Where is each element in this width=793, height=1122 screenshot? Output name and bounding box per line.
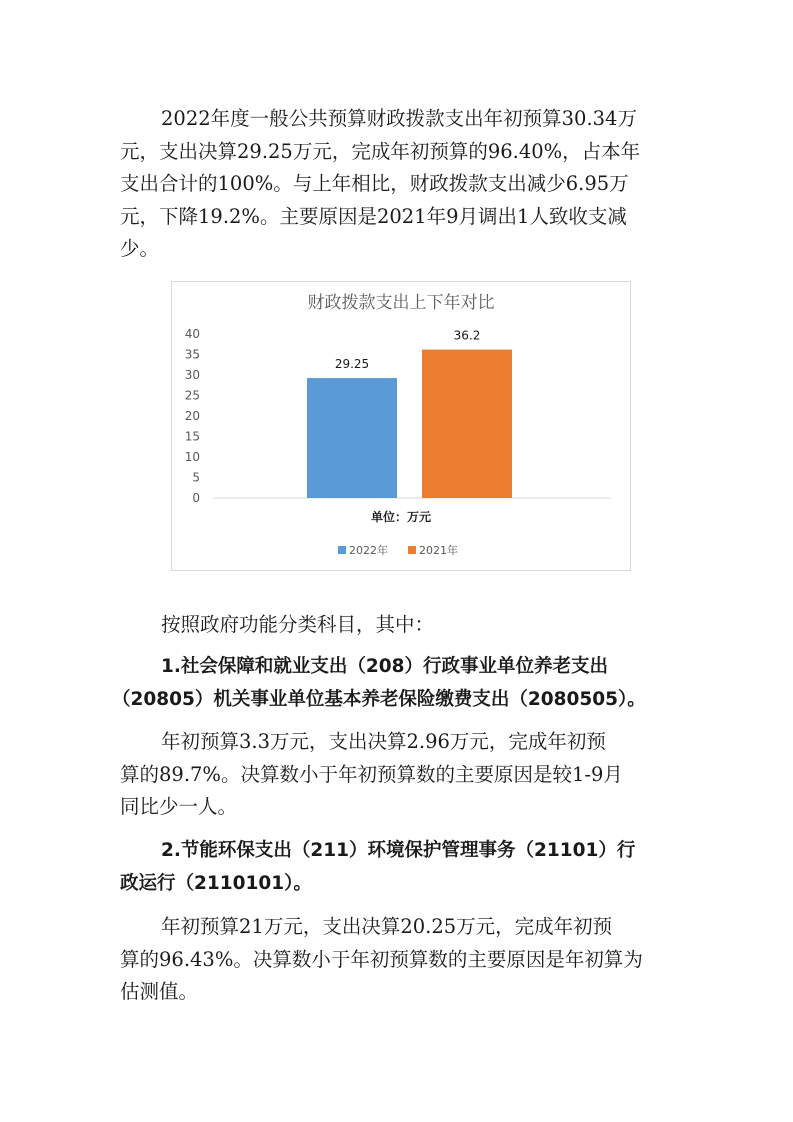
paragraph-line: 元，支出决算29.25万元，完成年初预算的96.40%，占本年 [120,139,641,163]
bar-0 [307,378,397,498]
y-tick-label: 15 [184,429,200,444]
heading-line: 政运行（2110101）。 [120,872,312,894]
legend-label: 2021年 [419,544,458,557]
paragraph-line: 算的96.43%。决算数小于年初预算数的主要原因是年初算为 [120,947,643,971]
paragraph-line: 按照政府功能分类科目，其中： [161,613,435,636]
chart-title: 财政拨款支出上下年对比 [307,293,495,313]
heading-line: （20805）机关事业单位基本养老保险缴费支出（2080505）。 [112,688,646,710]
heading-item-1 [112,651,680,716]
y-tick-label: 40 [184,327,200,341]
paragraph-line: 年初预算3.3万元，支出决算2.96万元，完成年初预 [161,730,606,753]
y-tick-label: 0 [192,491,200,505]
chart-legend [338,543,458,557]
paragraph-line: 2022年度一般公共预算财政拨款支出年初预算30.34万 [161,107,637,130]
bar-data-label: 29.25 [334,357,370,372]
paragraph-line: 算的89.7%。决算数小于年初预算数的主要原因是较1-9月 [120,762,623,786]
paragraph-line: 支出合计的100%。与上年相比，财政拨款支出减少6.95万 [120,172,629,195]
legend-swatch [408,546,416,554]
bar-chart-svg [172,282,630,570]
paragraph-line: 少。 [120,237,160,260]
heading-line: 1.社会保障和就业支出（208）行政事业单位养老支出 [161,656,609,677]
y-tick-label: 30 [184,368,200,382]
y-tick-label: 25 [184,388,200,403]
paragraph-line: 估测值。 [120,980,199,1003]
paragraph-line: 年初预算21万元，支出决算20.25万元，完成年初预 [161,915,613,938]
bar-data-label: 36.2 [453,328,481,343]
paragraph-classification-intro [120,609,680,642]
bars [307,329,512,498]
paragraph-item-1-detail [120,726,680,824]
y-axis [185,327,200,505]
y-tick-label: 10 [184,450,200,464]
y-tick-label: 5 [192,470,200,485]
bar-1 [422,350,512,498]
paragraph-line: 元，下降19.2%。主要原因是2021年9月调出1人致收支减 [120,204,627,228]
y-tick-label: 35 [184,347,200,362]
paragraph-fiscal-summary [120,103,680,266]
legend-label: 2022年 [349,544,388,557]
paragraph-item-2-detail [120,911,680,1009]
legend-swatch [338,546,346,554]
paragraph-line: 同比少一人。 [120,795,238,818]
x-axis-label: 单位：万元 [370,510,432,524]
bar-chart [171,281,631,571]
heading-item-2 [120,835,680,900]
heading-line: 2.节能环保支出（211）环境保护管理事务（21101）行 [161,840,636,861]
y-tick-label: 20 [184,409,200,423]
